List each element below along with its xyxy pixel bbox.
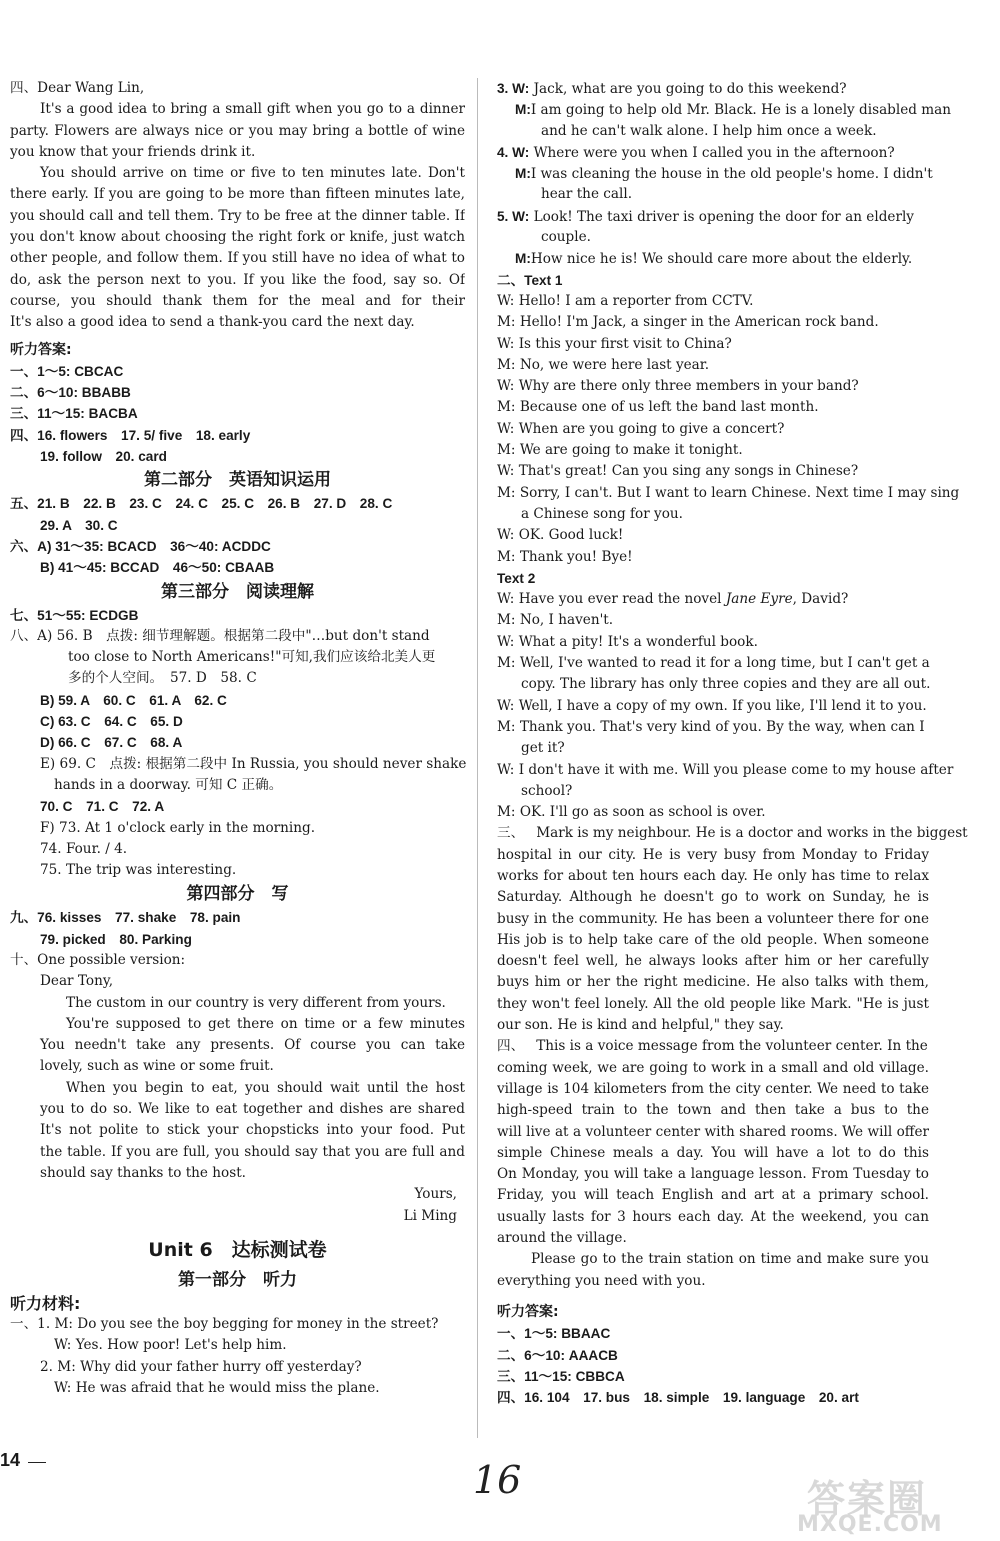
text-line: On Monday, you will take a language lesson. From Tuesday to: [497, 1166, 929, 1183]
listening-answers-title: 听力答案:: [497, 1303, 559, 1320]
letter-heading: 四、Dear Wang Lin,: [10, 80, 145, 96]
text-line: doesn't feel well, he always looks after him or her carefully: [497, 953, 929, 970]
text-line: buys him or her the right medicine. He also talks with them,: [497, 974, 929, 991]
dialog-line: hear the call.: [541, 186, 633, 203]
left-column: [10, 78, 465, 1399]
text-line: busy in the community. He has been a volunteer there for one: [497, 910, 929, 927]
answer-line: 29. A 30. C: [40, 517, 118, 533]
dialog-line: M: Hello! I'm Jack, a singer in the American rock band.: [497, 314, 879, 331]
dialog-line: M: Thank you! Bye!: [497, 548, 633, 565]
text-line: you to do so. We like to eat together and dishes are shared: [40, 1101, 465, 1118]
dialog-line: and he can't walk alone. I help him once a week.: [541, 122, 877, 139]
answer-line: 四、16. flowers 17. 5/ five 18. early: [10, 427, 251, 443]
text-line: Please go to the train station on time and make sure you: [531, 1251, 929, 1268]
text-line: It's a good idea to bring a small gift when you go to a dinner: [40, 101, 465, 118]
text-line: simple Chinese meals a day. You will have a lot to do this: [497, 1144, 929, 1161]
answer-line: 十、One possible version:: [10, 951, 186, 968]
dialog-line: 3. W: Jack, what are you going to do this weekend?: [497, 81, 847, 97]
dialog-line: W: Hello! I am a reporter from CCTV.: [497, 292, 754, 309]
section-title: 第二部分 英语知识运用: [144, 470, 331, 491]
dialog-line: M:How nice he is! We should care more about the elderly.: [515, 251, 913, 268]
answer-line: 九、76. kisses 77. shake 78. pain: [10, 910, 241, 926]
answer-line: 五、21. B 22. B 23. C 24. C 25. C 26. B 27. D 28. C: [10, 496, 393, 512]
text-line: It's also a good idea to send a thank-you card the next day.: [10, 314, 415, 331]
text-heading: Text 2: [497, 570, 536, 586]
text-line: will live at a volunteer center with shared rooms. We will offer: [497, 1123, 929, 1140]
passage-first-line: 三、 Mark is my neighbour. He is a doctor and works in the biggest: [497, 825, 968, 842]
text-line: high-speed train to the town and then take a bus to the: [497, 1102, 929, 1119]
text-line: you know that your friends drink it.: [10, 143, 256, 160]
answer-line: D) 66. C 67. C 68. A: [40, 735, 183, 751]
dialog-line: W: I don't have it with me. Will you please come to my house after: [497, 761, 954, 778]
dialog-line: W: Well, I have a copy of my own. If you like, I'll lend it to you.: [497, 697, 927, 714]
text-line: His job is to help take care of the old people. When someone: [497, 931, 929, 948]
page-number: 14: [0, 1450, 21, 1470]
dialog-line: M:I was cleaning the house in the old people's home. I didn't: [515, 166, 933, 183]
text-line: You needn't take any presents. Of course you can take: [40, 1037, 465, 1054]
text-line: Friday, you will teach English and art at a primary school.: [497, 1187, 929, 1204]
answer-line: 75. The trip was interesting.: [40, 862, 237, 879]
dialog-line: 5. W: Look! The taxi driver is opening the door for an elderly: [497, 208, 914, 225]
text-heading: 二、Text 1: [497, 272, 563, 288]
text-line: there early. If you are going to be more than fifteen minutes late,: [10, 186, 465, 203]
answer-line: B) 59. A 60. C 61. A 62. C: [40, 692, 227, 708]
passage-first-line: 四、 This is a voice message from the volunteer center. In the: [497, 1038, 928, 1055]
dialog-line: W: Have you ever read the novel Jane Eyre, David?: [497, 591, 849, 608]
answer-line: E) 69. C 点拨: 根据第二段中 In Russia, you should never shake: [40, 755, 467, 772]
text-line: Saturday. Although he doesn't go to work on Sunday, he is: [497, 889, 929, 906]
answer-line: 三、11～15: CBBCA: [497, 1368, 625, 1384]
answer-line: F) 73. At 1 o'clock early in the morning.: [40, 819, 316, 836]
section-title: 第三部分 阅读理解: [161, 581, 314, 602]
answer-line: 19. follow 20. card: [40, 449, 167, 465]
dialog-line: 4. W: Where were you when I called you in the afternoon?: [497, 144, 895, 161]
text-line: they won't feel lonely. All the old people like Mark. "He is just: [497, 995, 929, 1012]
dialog-line: W: OK. Good luck!: [497, 527, 624, 544]
dialog-line: copy. The library has only three copies and they are all out.: [521, 676, 931, 693]
text-line: lovely, such as wine or some fruit.: [40, 1058, 274, 1075]
text-line: our son. He is kind and helpful," they say.: [497, 1017, 784, 1034]
dialog-line: W: When are you going to give a concert?: [497, 420, 785, 437]
dialog-line: M: OK. I'll go as soon as school is over.: [497, 804, 766, 821]
answer-line: 七、51～55: ECDGB: [10, 607, 139, 623]
dialog-line: 2. M: Why did your father hurry off yesterday?: [40, 1358, 362, 1375]
dialog-line: get it?: [521, 740, 565, 757]
dialog-line: couple.: [541, 229, 591, 246]
text-line: You're supposed to get there on time or a few minutes: [66, 1015, 465, 1032]
text-line: course, you should thank them for the meal and for their: [10, 292, 465, 309]
answer-line: 74. Four. / 4.: [40, 840, 128, 857]
text-line: do, ask the person next to you. If you like the food, say so. Of: [10, 271, 465, 288]
dialog-line: W: He was afraid that he would miss the plane.: [54, 1380, 380, 1397]
text-line: you don't know about choosing the right fork or knife, just watch: [10, 229, 465, 246]
text-line: usually lasts for 3 hours each day. At the weekend, you can: [497, 1208, 929, 1225]
dialog-line: M: No, I haven't.: [497, 612, 614, 629]
text-line: party. Flowers are always nice or you may bring a bottle of wine: [10, 122, 465, 139]
watermark-logo: [795, 1468, 990, 1536]
answer-line: too close to North Americans!"可知,我们应该给北美人更: [68, 649, 436, 666]
answer-line: 三、11～15: BACBA: [10, 406, 138, 422]
right-column: [497, 78, 968, 1408]
text-line: coming week, we are going to work in a small and old village.: [497, 1059, 929, 1076]
letter-salutation: Dear Tony,: [40, 973, 114, 990]
text-line: works for about ten hours each day. He only has time to relax: [497, 867, 929, 884]
dialog-line: W: Yes. How poor! Let's help him.: [54, 1337, 287, 1354]
answer-line: 一、1～5: BBAAC: [497, 1326, 611, 1342]
dialog-line: W: Is this your first visit to China?: [497, 335, 732, 352]
answer-line: C) 63. C 64. C 65. D: [40, 714, 183, 730]
answer-line: 79. picked 80. Parking: [40, 931, 192, 947]
text-line: The custom in our country is very different from yours.: [66, 994, 446, 1011]
answer-line: 二、6～10: AAACB: [497, 1347, 618, 1363]
dialog-line: W: What a pity! It's a wonderful book.: [497, 633, 758, 650]
dialog-line: M: No, we were here last year.: [497, 356, 710, 373]
text-line: It's not polite to stick your chopsticks into your food. Put: [40, 1122, 465, 1139]
unit-title: Unit 6 达标测试卷: [148, 1238, 327, 1261]
watermark-bottom-text: MXQE.COM: [797, 1512, 943, 1537]
dialog-line: M: Thank you. That's very kind of you. By the way, when can I: [497, 718, 925, 735]
dialog-line: a Chinese song for you.: [521, 505, 683, 522]
text-line: should say thanks to the host.: [40, 1164, 246, 1181]
dialog-line: M: We are going to make it tonight.: [497, 442, 743, 459]
dialog-line: M:I am going to help old Mr. Black. He is a lonely disabled man: [515, 102, 952, 119]
answer-line: 六、A) 31～35: BCACD 36～40: ACDDC: [10, 538, 271, 554]
text-line: You should arrive on time or five to ten minutes late. Don't: [40, 165, 465, 182]
listening-answers-title: 听力答案:: [10, 341, 72, 358]
column-divider: [477, 78, 478, 1438]
answer-line: 二、6～10: BBABB: [10, 385, 131, 401]
answer-line: 八、A) 56. B 点拨: 细节理解题。根据第二段中"…but don't stand: [10, 627, 430, 644]
answer-line: 四、16. 104 17. bus 18. simple 19. language 20. art: [497, 1390, 859, 1406]
answer-line: 一、1～5: CBCAC: [10, 363, 124, 379]
page-number-dash: [28, 1462, 46, 1463]
text-line: village is 104 kilometers from the city center. We need to take: [497, 1080, 929, 1097]
dialog-line: M: Well, I've wanted to read it for a long time, but I can't get a: [497, 655, 930, 672]
text-line: everything you need with you.: [497, 1272, 706, 1289]
answer-line: 多的个人空间。 57. D 58. C: [68, 670, 257, 687]
section-title: 第四部分 写: [186, 884, 289, 905]
dialog-line: M: Sorry, I can't. But I want to learn Chinese. Next time I may sing: [497, 484, 960, 501]
dialog-line: school?: [521, 782, 573, 799]
watermark-top-text: 答案圈: [807, 1477, 928, 1521]
letter-signature: Li Ming: [403, 1207, 457, 1224]
text-line: other people, and follow them. If you still have no idea of what to: [10, 250, 465, 267]
text-line: you should call and tell them. Try to be free at the dinner table. If: [10, 207, 465, 224]
answer-line: 70. C 71. C 72. A: [40, 799, 165, 815]
answer-line: hands in a doorway. 可知 C 正确。: [54, 776, 283, 793]
section-title: 第一部分 听力: [178, 1269, 297, 1290]
text-line: When you begin to eat, you should wait until the host: [66, 1079, 465, 1096]
listening-material-title: 听力材料:: [10, 1293, 81, 1313]
text-line: around the village.: [497, 1230, 627, 1247]
dialog-line: M: Because one of us left the band last month.: [497, 399, 819, 416]
answer-line: B) 41～45: BCCAD 46～50: CBAAB: [40, 560, 275, 576]
dialog-line: W: That's great! Can you sing any songs in Chinese?: [497, 463, 859, 480]
dialog-line: W: Why are there only three members in your band?: [497, 378, 859, 395]
text-line: the table. If you are full, you should say that you are full and: [40, 1143, 465, 1160]
handwritten-number: 16: [473, 1458, 522, 1502]
letter-closing: Yours,: [414, 1186, 457, 1203]
dialog-line: 一、1. M: Do you see the boy begging for money in the street?: [10, 1316, 439, 1333]
text-line: hospital in our city. He is very busy from Monday to Friday: [497, 846, 929, 863]
